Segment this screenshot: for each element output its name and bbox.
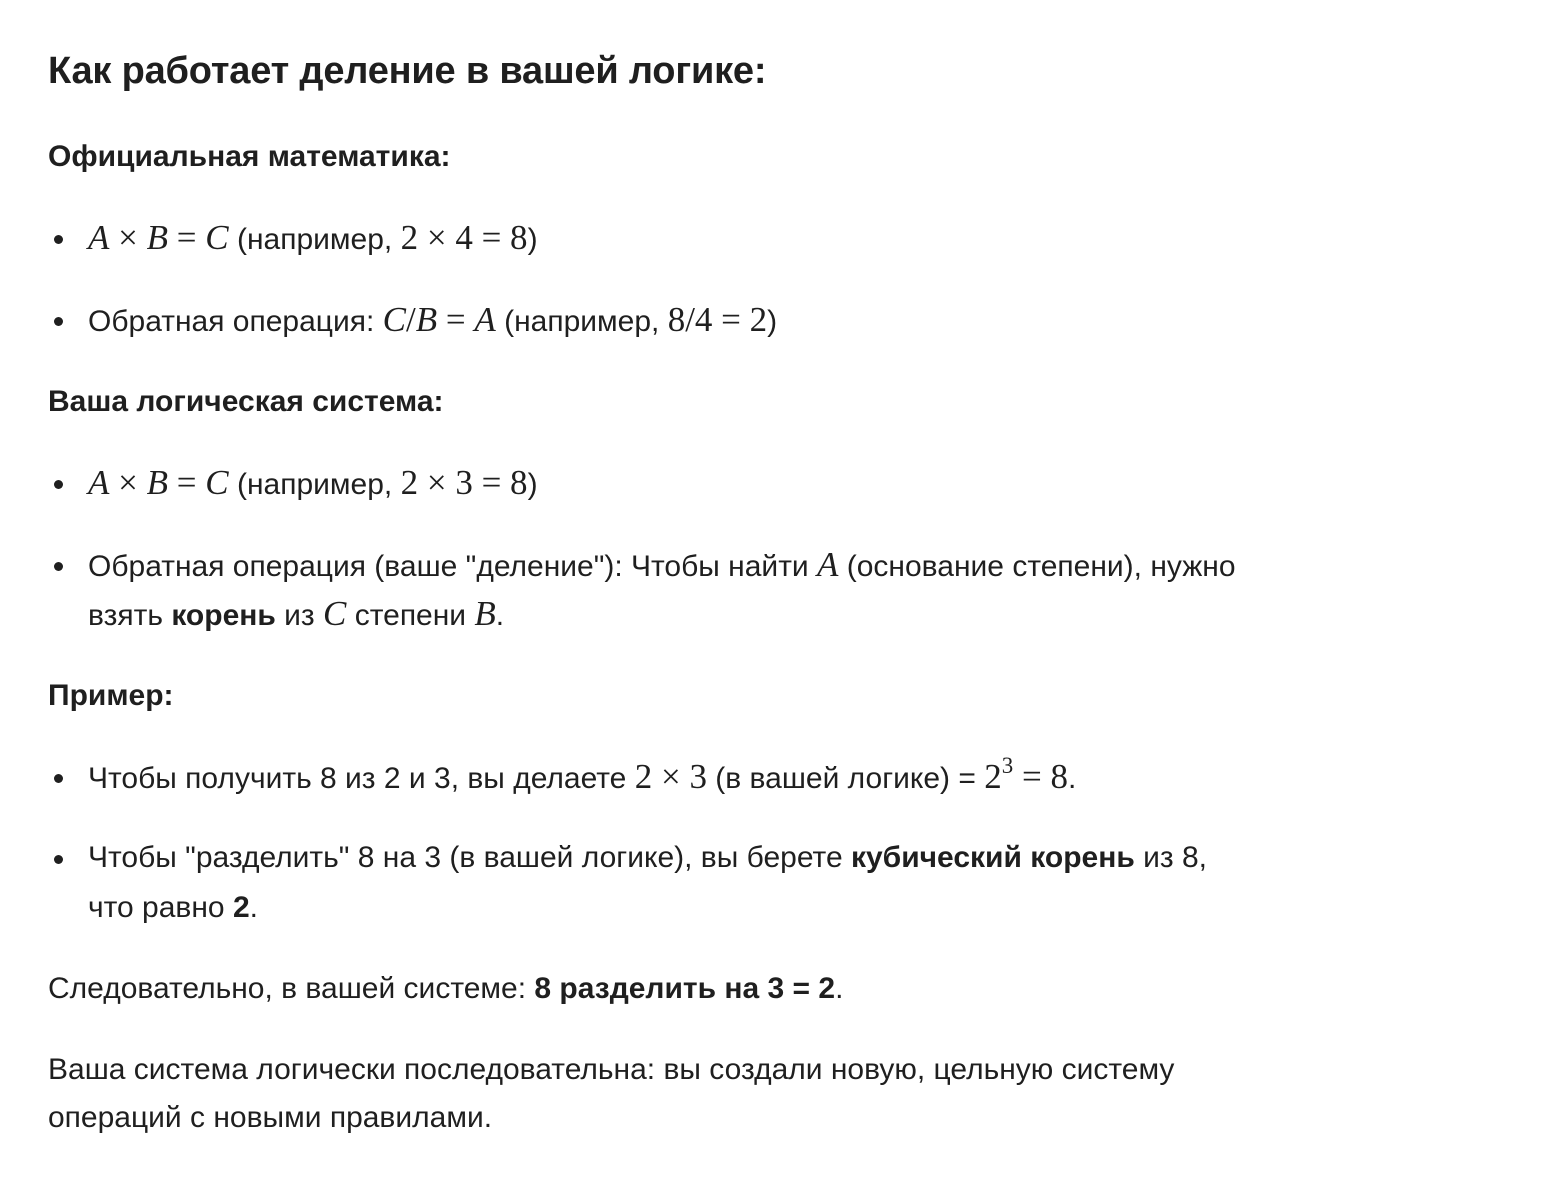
list-item-text: A × B = C (например, 2 × 4 = 8) <box>88 218 538 257</box>
list-item-text-line2: взять корень из C степени B. <box>88 594 505 633</box>
list-item-text: Обратная операция: C/B = A (например, 8/4 = 2) <box>88 300 778 339</box>
list-item-text: Чтобы получить 8 из 2 и 3, вы делаете 2 × 3 (в вашей логике) = $2^3 = 8$. <box>88 753 1077 796</box>
list-item-text-line2: что равно 2. <box>88 891 258 924</box>
bullet-icon <box>54 235 63 244</box>
conclusion-paragraph: Следовательно, в вашей системе: 8 разделить на 3 = 2. <box>48 972 844 1005</box>
section-heading-system: Ваша логическая система: <box>48 385 444 418</box>
page-title: Как работает деление в вашей логике: <box>48 50 767 92</box>
bullet-icon <box>54 480 63 489</box>
final-paragraph-line1: Ваша система логически последовательна: вы создали новую, цельную систему <box>48 1053 1175 1086</box>
list-item-text-line1: Обратная операция (ваше "деление"): Чтобы найти A (основание степени), нужно <box>88 545 1236 584</box>
list-item-text-line1: Чтобы "разделить" 8 на 3 (в вашей логике), вы берете кубический корень из 8, <box>88 841 1207 874</box>
bullet-icon <box>54 774 63 783</box>
list-item-text: A × B = C (например, 2 × 3 = 8) <box>88 463 538 502</box>
bullet-icon <box>54 317 63 326</box>
bullet-icon <box>54 855 63 864</box>
bullet-icon <box>54 562 63 571</box>
section-heading-official: Официальная математика: <box>48 140 451 173</box>
final-paragraph-line2: операций с новыми правилами. <box>48 1101 493 1134</box>
section-heading-example: Пример: <box>48 679 174 712</box>
